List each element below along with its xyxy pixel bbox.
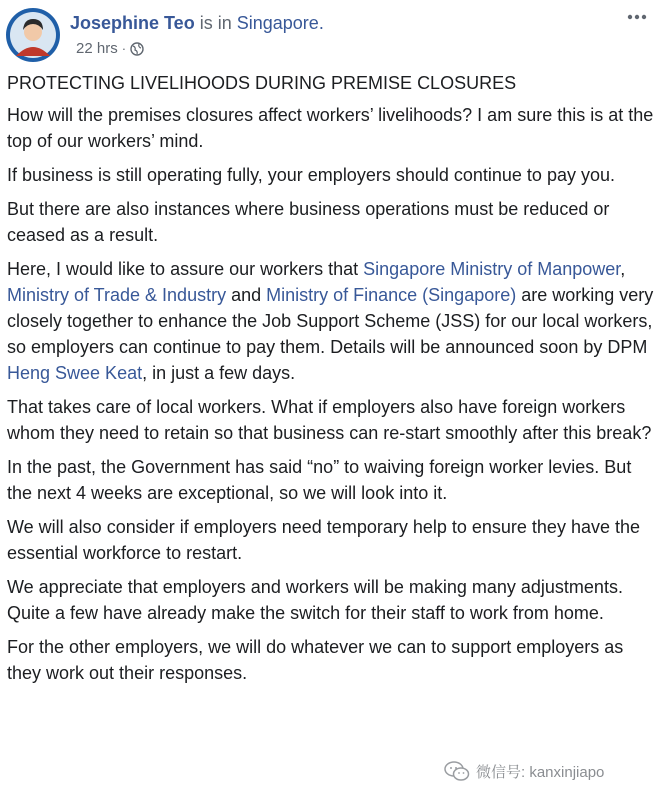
post-paragraph: For the other employers, we will do whatever we can to support employers as they work out their responses. xyxy=(7,637,624,683)
wechat-icon xyxy=(444,760,470,782)
post-paragraph: We will also consider if employers need temporary help to ensure they have the essential workforce to restart. xyxy=(7,517,640,563)
mention-ministry-of-manpower[interactable]: Singapore Ministry of Manpower xyxy=(363,259,621,279)
author-name[interactable]: Josephine Teo xyxy=(70,13,195,33)
post-body xyxy=(7,70,655,694)
globe-icon[interactable] xyxy=(130,42,144,56)
post-paragraph: But there are also instances where business operations must be reduced or ceased as a result. xyxy=(7,199,610,245)
post-header xyxy=(6,6,654,62)
is-in-text: is in xyxy=(199,13,232,33)
watermark-text: 微信号: kanxinjiapo xyxy=(476,763,605,781)
avatar[interactable] xyxy=(6,8,60,62)
post-paragraph: In the past, the Government has said “no” to waiving foreign worker levies. But the next 4 weeks are exceptional, so we will look into it. xyxy=(7,457,632,503)
mention-ministry-of-trade-industry[interactable]: Ministry of Trade & Industry xyxy=(7,285,227,305)
location-link[interactable]: Singapore. xyxy=(236,13,324,33)
author-line xyxy=(70,12,324,34)
text-segment: , in just a few days. xyxy=(142,363,296,383)
meta-separator: · xyxy=(121,41,127,56)
text-segment: Here, I would like to assure our workers that xyxy=(7,259,364,279)
mention-heng-swee-keat[interactable]: Heng Swee Keat xyxy=(7,363,143,383)
post-paragraph: If business is still operating fully, your employers should continue to pay you. xyxy=(7,165,615,185)
post-paragraph: That takes care of local workers. What if employers also have foreign workers whom they need to retain so that business can re-start smoothly after this break? xyxy=(7,397,652,443)
text-segment: , xyxy=(620,259,626,279)
wechat-watermark xyxy=(440,758,608,784)
post-paragraph: How will the premises closures affect workers’ livelihoods? I am sure this is at the top of our workers’ mind. xyxy=(7,105,654,151)
text-segment: and xyxy=(226,285,267,305)
post-paragraph-mentions xyxy=(7,256,655,386)
mention-ministry-of-finance[interactable]: Ministry of Finance (Singapore) xyxy=(266,285,517,305)
timestamp[interactable]: 22 hrs xyxy=(76,40,118,57)
text-segment: are working very closely together to enhance the Job Support Scheme (JSS) for our local workers, so employers can continue to pay them. Details will be announced soon by DPM xyxy=(7,285,654,357)
post-paragraph: We appreciate that employers and workers will be making many adjustments. Quite a few have already make the switch for their staff to work from home. xyxy=(7,577,623,623)
more-options-icon[interactable] xyxy=(626,10,648,24)
post-heading: PROTECTING LIVELIHOODS DURING PREMISE CLOSURES xyxy=(7,73,517,93)
post-meta xyxy=(76,40,144,57)
